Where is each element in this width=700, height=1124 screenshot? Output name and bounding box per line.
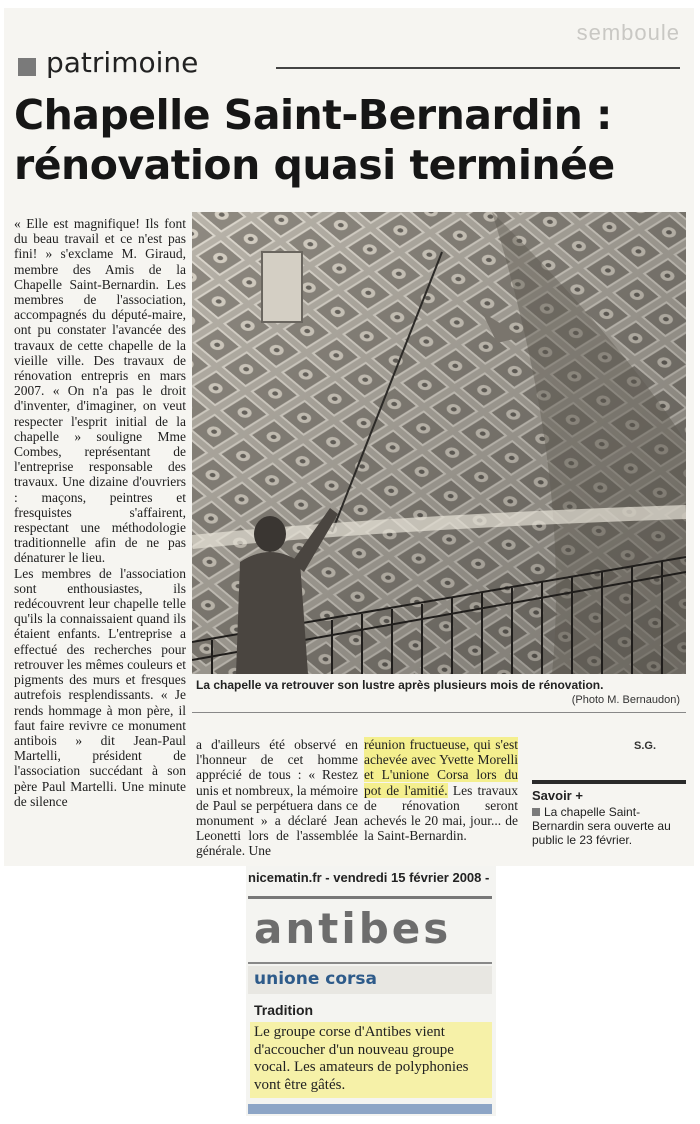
rubric-square-icon [18,58,36,76]
paragraph-4 [364,737,518,843]
headline-line-2: rénovation quasi terminée [14,141,615,189]
clipping-section-band [248,966,492,994]
rubric-divider [276,67,680,69]
savoir-text-wrap [532,805,686,847]
rubric-header [14,44,684,84]
paragraph-4-rest: Les travaux de rénovation seront achevés le 20 mai, jour... de la Saint-Bernardin. [364,782,518,844]
clipping-rule-top [248,896,492,899]
photo-caption: La chapelle va retrouver son lustre après plusieurs mois de rénovation. [196,678,604,692]
bullet-square-icon [532,808,540,816]
author-signature: S.G. [634,740,657,752]
article-column-2 [196,737,358,859]
photo-credit: (Photo M. Bernaudon) [571,694,680,706]
paragraph-1: « Elle est magnifique! Ils font du beau travail et ce n'est pas fini! » s'exclame M. Giraud, membre des Amis de la Chapelle Saint-Bernardin. Les membres de l'association, accompagnés du député-maire, ont pu constater l'avancée des travaux de cette chapelle de la vieille ville. Des travaux de rénovation entrepris en mars 2007. « On n'a pas le droit d'inventer, d'imaginer, on veut respecter l'esprit initial de la chapelle » souligne Mme Combes, représentant de l'entreprise responsable des travaux. Une dizaine d'ouvriers : maçons, peintres et fresquistes s'affairent, respectant une méthodologie traditionnelle afin de ne pas dénaturer le lieu. [14,216,186,566]
paragraph-2: Les membres de l'association sont enthousiastes, ils redécouvrent leur chapelle telle qu'ils la connaissaient quand ils étaient enfants. L'entreprise a effectué des recherches pour retrouver les mêmes couleurs et pigments des murs et fresques autrefois resplendissants. « Je rends hommage à mon père, il faut faire revivre ce monument antibois » dit Jean-Paul Martelli, président de l'association succédant à son père Paul Martelli. Une minute de silence [14,565,186,809]
article-column-1 [14,216,186,809]
photo-caption-box [192,674,686,710]
clipping-city: antibes [254,904,452,953]
savoir-title: Savoir + [532,788,583,803]
clipping-body: Le groupe corse d'Antibes vient d'accoucher d'un nouveau groupe vocal. Les amateurs de polyphonies vont être gâtés. [250,1022,492,1098]
chapel-ceiling-photo [192,212,686,674]
savoir-text: La chapelle Saint-Bernardin sera ouverte au public le 23 février. [532,805,671,847]
clipping-footer-bar [248,1104,492,1114]
highlighted-text: réunion fructueuse, qui s'est achevée avec Yvette Morelli et L'unione Corsa lors du pot de l'amitié. [364,737,518,798]
article-column-3 [364,737,518,843]
ghost-heading: semboule [576,20,680,45]
savoir-bar [532,780,686,784]
paragraph-3: a d'ailleurs été observé en l'honneur de cet homme apprécié de tous : « Restez unis et nombreux, la mémoire de Paul se perpétuera dans ce monument » a déclaré Jean Leonetti lors de l'assemblée générale. Une [196,737,358,859]
clipping-section: unione corsa [254,969,377,989]
savoir-box [532,780,686,847]
rubric-label: patrimoine [46,46,199,79]
clipping-rule-mid [248,962,492,964]
news-clipping [246,866,496,1116]
article-headline [14,90,690,190]
headline-line-1: Chapelle Saint-Bernardin : [14,91,612,139]
caption-divider [192,712,686,713]
clipping-date: nicematin.fr - vendredi 15 février 2008 - [248,870,490,885]
clipping-title: Tradition [254,1002,314,1018]
